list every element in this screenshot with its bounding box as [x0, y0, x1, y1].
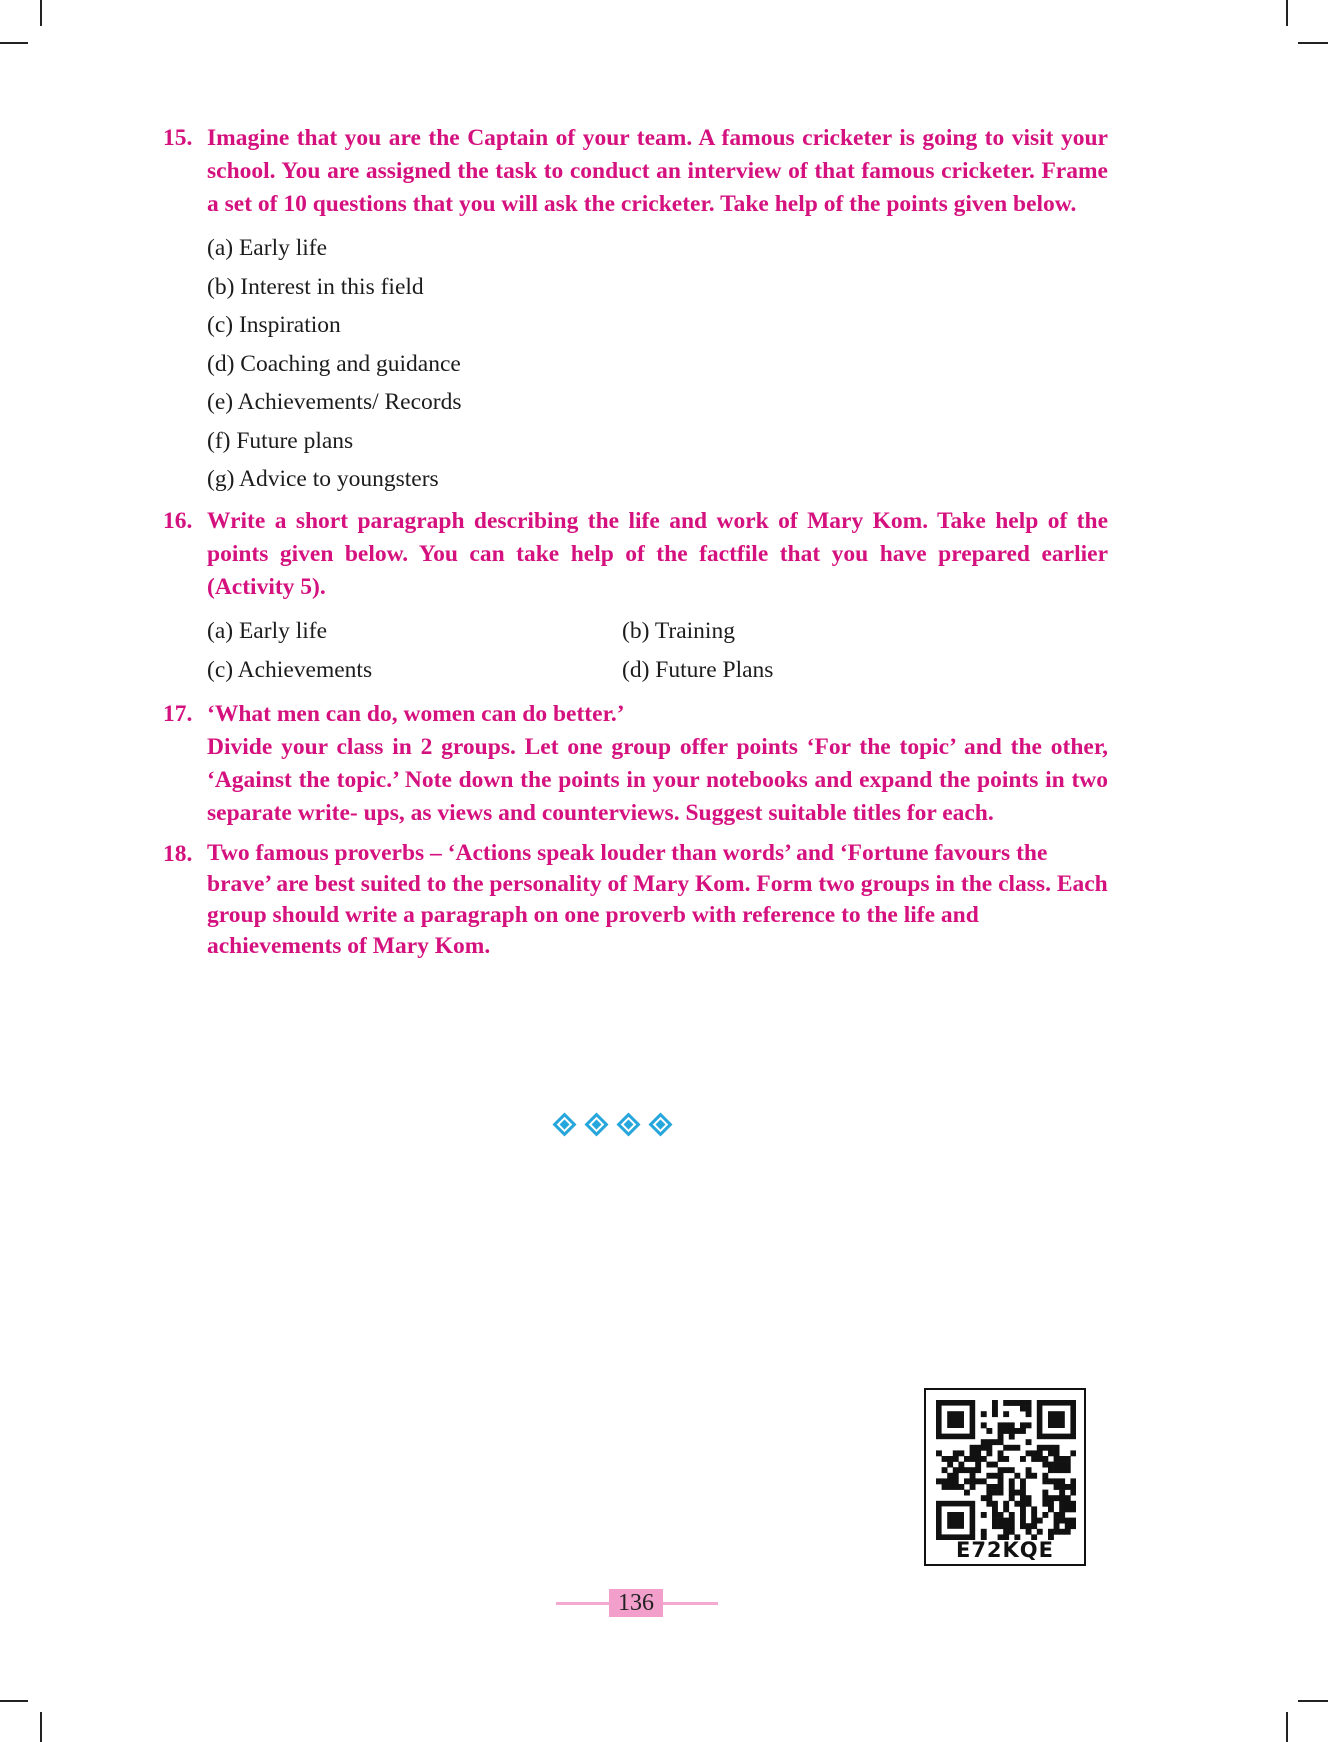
section-end-ornament [556, 1116, 669, 1133]
crop-mark [1298, 42, 1328, 44]
list-item: (c) Inspiration [207, 312, 341, 338]
question-17 [163, 698, 1108, 830]
page-content [163, 122, 1108, 970]
question-number: 16. [163, 507, 193, 534]
question-16-options [163, 612, 1108, 690]
question-18 [163, 838, 1108, 962]
question-text: Write a short paragraph describing the life and work of Mary Kom. Take help of the points given below. You can take help of the factfile that you have prepared earlier (Activity 5). [207, 507, 1108, 600]
qr-code[interactable] [924, 1388, 1086, 1566]
question-number: 17. [163, 700, 193, 727]
question-15-options [163, 229, 1108, 499]
crop-mark [0, 42, 28, 44]
list-item: (b) Training [622, 617, 735, 644]
crop-mark [40, 1712, 42, 1742]
question-text: Two famous proverbs – ‘Actions speak louder than words’ and ‘Fortune favours the brave’ are best suited to the personality of Mary Kom. Form two groups in the class. Each group should write a paragraph on one proverb with reference to the life and achievements of Mary Kom. [207, 839, 1108, 959]
diamond-icon [584, 1112, 608, 1136]
crop-mark [1286, 0, 1288, 26]
question-15 [163, 122, 1108, 221]
question-quote: ‘What men can do, women can do better.’ [207, 700, 625, 727]
question-text: Imagine that you are the Captain of your team. A famous cricketer is going to visit your school. You are assigned the task to conduct an interview of that famous cricketer. Frame a set of 10 questions that you will ask the cricketer. Take help of the points given below. [207, 125, 1108, 217]
list-item: (d) Coaching and guidance [207, 350, 461, 377]
list-item: (c) Achievements [207, 656, 373, 683]
list-item: (f) Future plans [207, 427, 354, 454]
crop-mark [40, 0, 42, 26]
qr-code-label: E72KQE [955, 1538, 1055, 1562]
question-16 [163, 505, 1108, 604]
list-item: (e) Achievements/ Records [207, 389, 462, 415]
list-item: (g) Advice to youngsters [207, 466, 439, 492]
diamond-icon [552, 1112, 576, 1136]
list-item: (a) Early life [207, 617, 328, 644]
list-item: (d) Future Plans [622, 656, 774, 683]
question-number: 18. [163, 840, 193, 867]
crop-mark [1298, 1700, 1328, 1702]
list-item: (b) Interest in this field [207, 273, 424, 300]
list-item: (a) Early life [207, 235, 328, 261]
qr-code-icon [936, 1400, 1076, 1540]
crop-mark [1286, 1712, 1288, 1742]
page-number: 136 [609, 1589, 663, 1617]
question-text: Divide your class in 2 groups. Let one group offer points ‘For the topic’ and the other, ‘Against the topic.’ Note down the points in your notebooks and expand the points in two separate write- ups, as views and counterviews. Suggest suitable titles for each. [207, 733, 1108, 826]
crop-mark [0, 1700, 28, 1702]
diamond-icon [616, 1112, 640, 1136]
question-number: 15. [163, 125, 193, 151]
diamond-icon [648, 1112, 672, 1136]
